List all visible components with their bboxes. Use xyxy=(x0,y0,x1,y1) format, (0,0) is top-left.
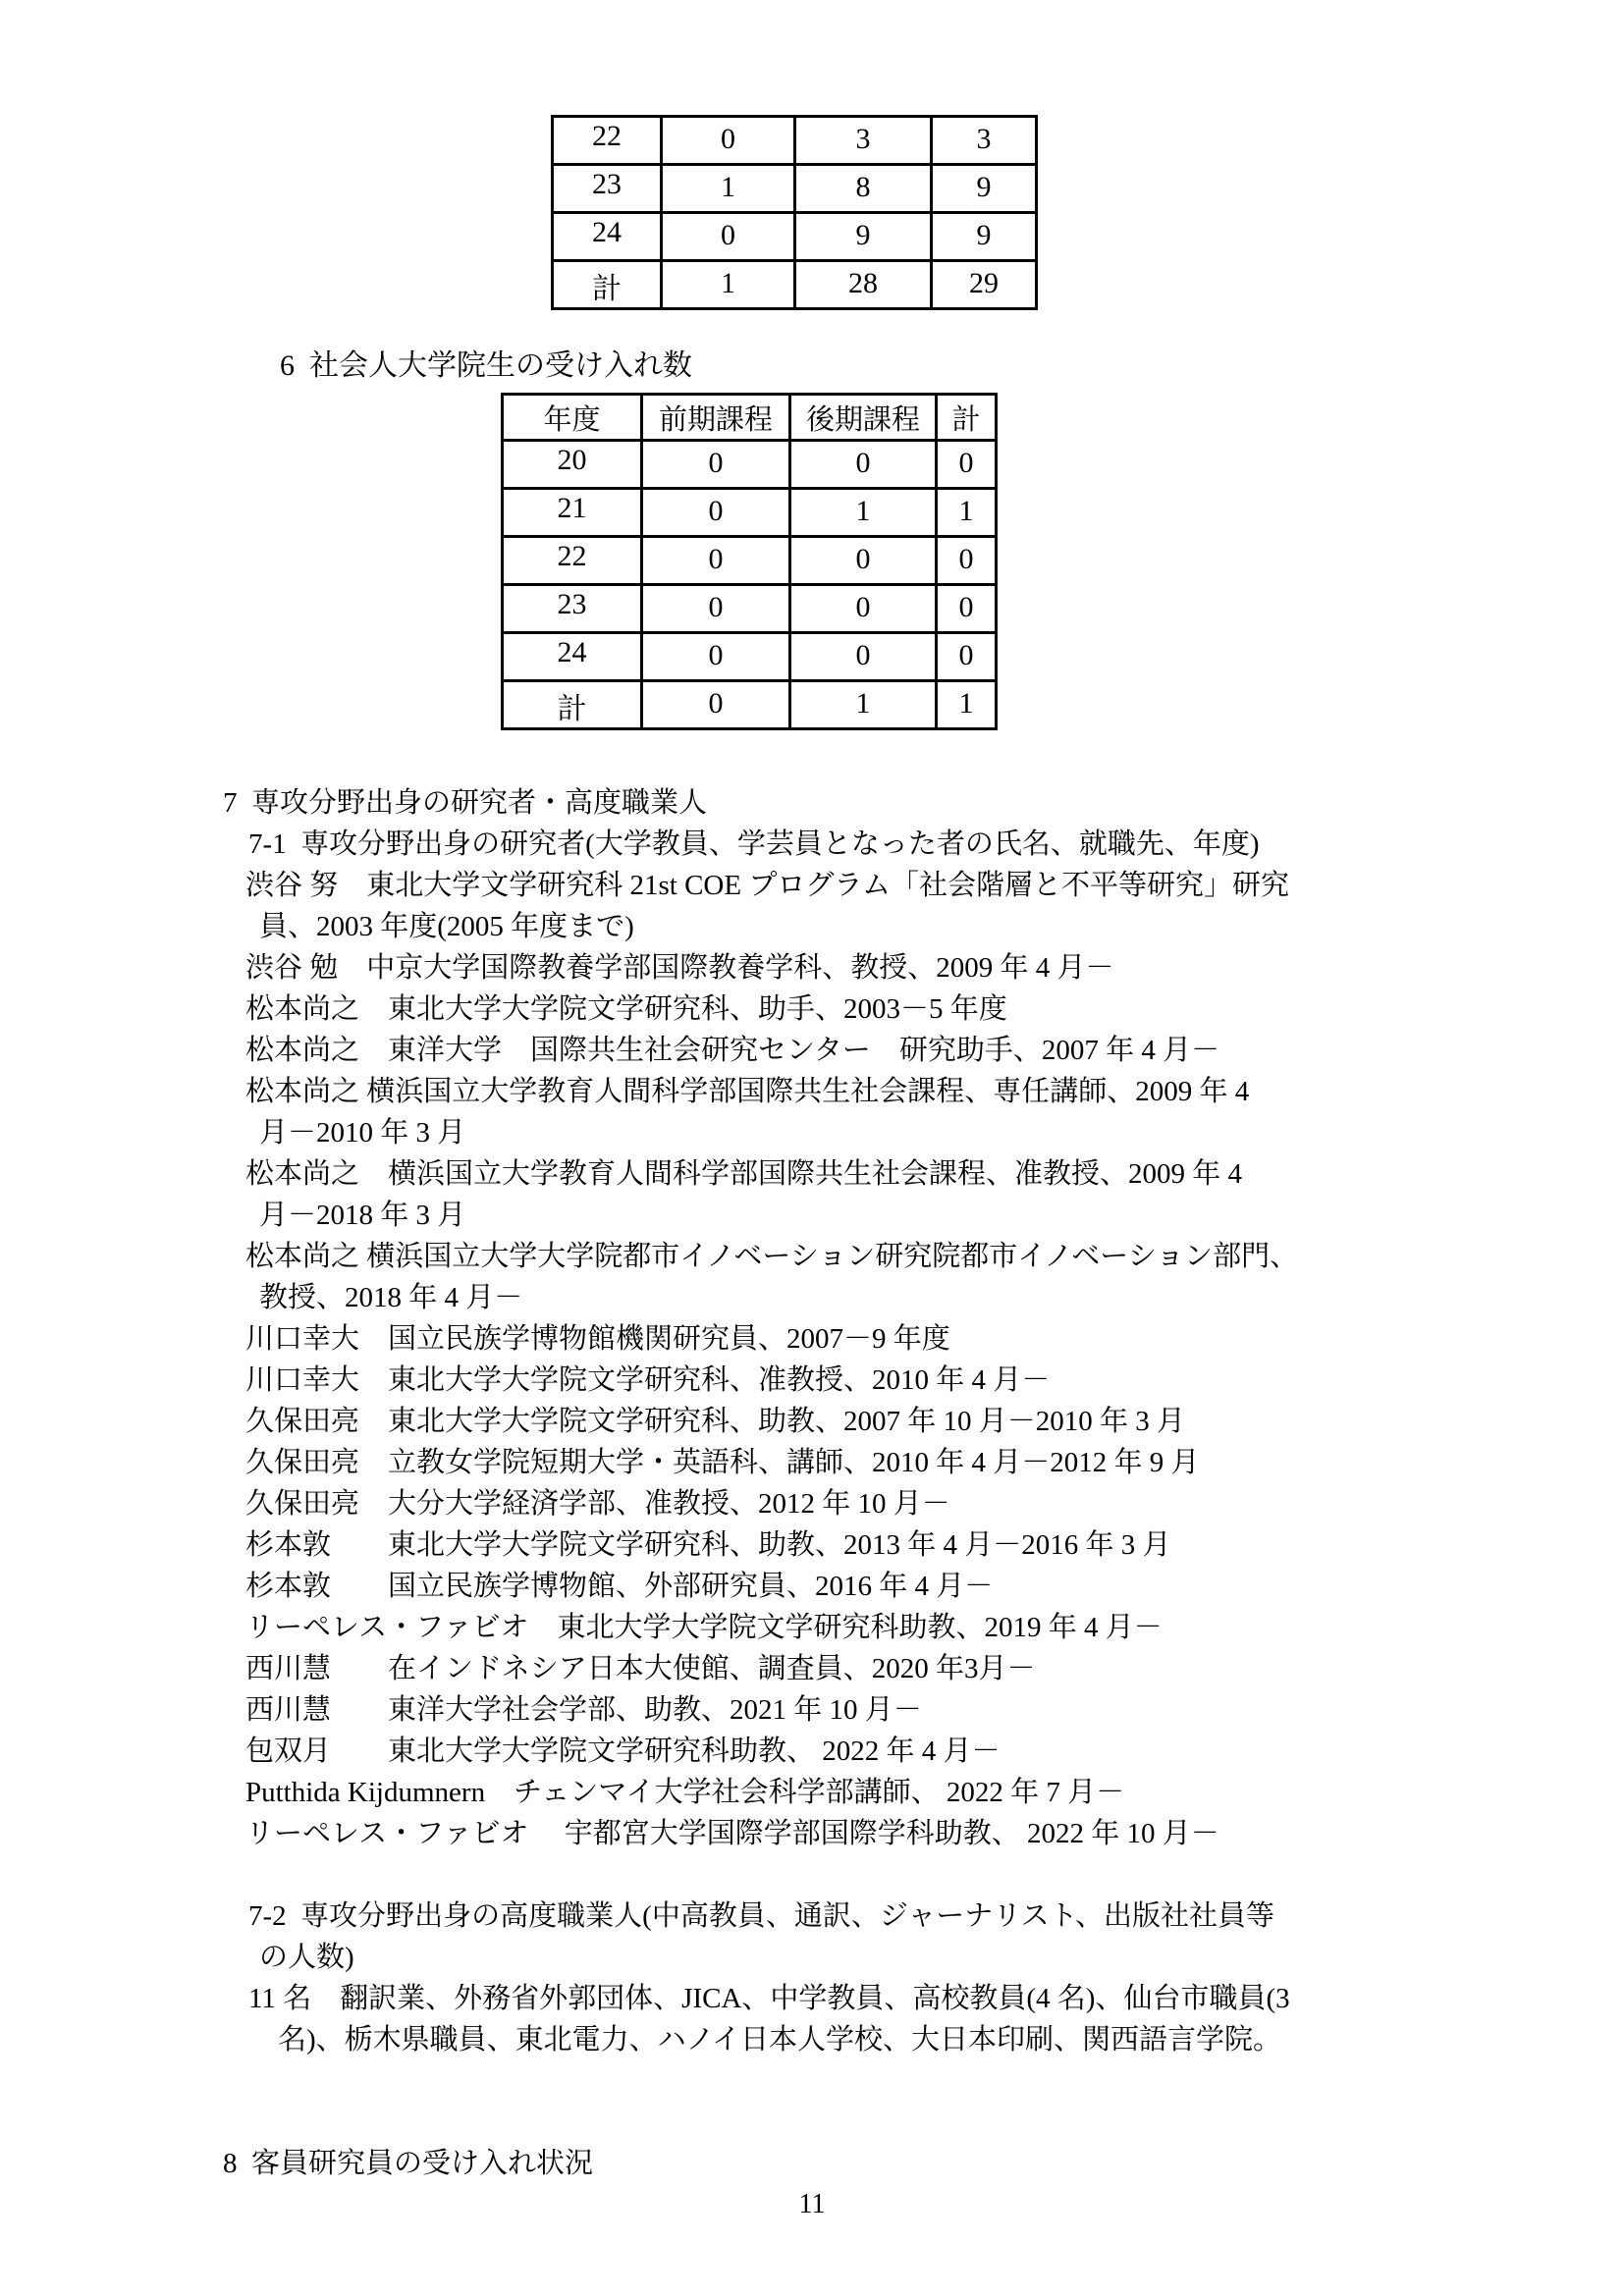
row-label-cell: 24 xyxy=(503,633,642,681)
researcher-line: 包双月 東北大学大学院文学研究科助教、 2022 年 4 月－ xyxy=(245,1735,1001,1767)
value-cell: 0 xyxy=(642,681,790,729)
researcher-line: 松本尚之 横浜国立大学教育人間科学部国際共生社会課程、専任講師、2009 年 4 xyxy=(245,1076,1250,1107)
value-cell: 0 xyxy=(937,585,997,633)
value-cell: 0 xyxy=(642,489,790,537)
researcher-line: 西川慧 在インドネシア日本大使館、調査員、2020 年3月－ xyxy=(245,1653,1036,1684)
row-label-cell: 22 xyxy=(553,117,662,165)
header-row xyxy=(503,395,997,441)
value-cell: 9 xyxy=(795,213,932,261)
working-adult-graduate-intake-table xyxy=(501,393,998,730)
table-row xyxy=(553,213,1037,261)
value-cell: 1 xyxy=(790,489,937,537)
section-7-2-heading: の人数) xyxy=(259,1942,354,1973)
column-header: 後期課程 xyxy=(790,395,937,441)
researcher-line: 久保田亮 立教女学院短期大学・英語科、講師、2010 年 4 月－2012 年 9 月 xyxy=(245,1447,1200,1478)
researcher-line: 松本尚之 東洋大学 国際共生社会研究センター 研究助手、2007 年 4 月－ xyxy=(245,1035,1220,1066)
researcher-line: 松本尚之 横浜国立大学大学院都市イノベーション研究院都市イノベーション部門、 xyxy=(245,1241,1299,1272)
value-cell: 0 xyxy=(662,117,795,165)
intake-count-table-continued xyxy=(551,115,1038,310)
researcher-line: 月－2010 年 3 月 xyxy=(259,1117,466,1148)
table-row xyxy=(503,585,997,633)
row-label-cell: 23 xyxy=(553,165,662,213)
value-cell: 0 xyxy=(642,585,790,633)
value-cell: 1 xyxy=(937,489,997,537)
page-number: 11 xyxy=(798,2189,826,2219)
researcher-line: 渋谷 勉 中京大学国際教養学部国際教養学科、教授、2009 年 4 月－ xyxy=(245,952,1114,984)
row-label-cell: 22 xyxy=(503,537,642,585)
column-header: 計 xyxy=(937,395,997,441)
researcher-line: 渋谷 努 東北大学文学研究科 21st COE プログラム「社会階層と不平等研究」研究 xyxy=(245,870,1290,901)
row-label-cell: 23 xyxy=(503,585,642,633)
row-label-cell: 計 xyxy=(503,681,642,729)
table-row xyxy=(503,633,997,681)
value-cell: 0 xyxy=(937,441,997,489)
row-label-cell: 20 xyxy=(503,441,642,489)
researcher-line: 月－2018 年 3 月 xyxy=(259,1200,466,1231)
professionals-line: 名)、栃木県職員、東北電力、ハノイ日本人学校、大日本印刷、関西語言学院。 xyxy=(278,2024,1282,2056)
researcher-line: 川口幸大 国立民族学博物館機関研究員、2007－9 年度 xyxy=(245,1323,950,1355)
researcher-line: 松本尚之 東北大学大学院文学研究科、助手、2003－5 年度 xyxy=(245,993,1007,1025)
section-7-heading: 7 専攻分野出身の研究者・高度職業人 xyxy=(223,787,708,819)
researcher-line: 員、2003 年度(2005 年度まで) xyxy=(259,911,634,942)
section-7-2-heading: 7-2 専攻分野出身の高度職業人(中高教員、通訳、ジャーナリスト、出版社社員等 xyxy=(248,1900,1275,1932)
researcher-line: 杉本敦 東北大学大学院文学研究科、助教、2013 年 4 月－2016 年 3 月 xyxy=(245,1529,1171,1561)
value-cell: 8 xyxy=(795,165,932,213)
value-cell: 0 xyxy=(642,441,790,489)
researcher-line: 西川慧 東洋大学社会学部、助教、2021 年 10 月－ xyxy=(245,1694,922,1726)
value-cell: 9 xyxy=(932,213,1037,261)
researcher-line: Putthida Kijdumnern チェンマイ大学社会科学部講師、 2022 年 7 月－ xyxy=(245,1777,1125,1808)
researcher-line: 川口幸大 東北大学大学院文学研究科、准教授、2010 年 4 月－ xyxy=(245,1364,1051,1396)
value-cell: 0 xyxy=(790,441,937,489)
table-row xyxy=(553,261,1037,309)
researcher-line: 杉本敦 国立民族学博物館、外部研究員、2016 年 4 月－ xyxy=(245,1571,994,1602)
table-row xyxy=(503,681,997,729)
value-cell: 0 xyxy=(937,537,997,585)
value-cell: 3 xyxy=(795,117,932,165)
table-row xyxy=(553,165,1037,213)
table-row xyxy=(553,117,1037,165)
value-cell: 1 xyxy=(790,681,937,729)
researcher-line: 久保田亮 大分大学経済学部、准教授、2012 年 10 月－ xyxy=(245,1488,950,1520)
researcher-line: リーペレス・ファビオ 東北大学大学院文学研究科助教、2019 年 4 月－ xyxy=(245,1612,1163,1643)
value-cell: 28 xyxy=(795,261,932,309)
table-row xyxy=(503,537,997,585)
researcher-line: 教授、2018 年 4 月－ xyxy=(259,1282,523,1313)
value-cell: 0 xyxy=(790,537,937,585)
column-header: 前期課程 xyxy=(642,395,790,441)
researcher-line: 久保田亮 東北大学大学院文学研究科、助教、2007 年 10 月－2010 年 3 月 xyxy=(245,1406,1186,1437)
value-cell: 0 xyxy=(662,213,795,261)
value-cell: 0 xyxy=(642,537,790,585)
value-cell: 1 xyxy=(937,681,997,729)
value-cell: 0 xyxy=(642,633,790,681)
table-row xyxy=(503,489,997,537)
researcher-line: リーペレス・ファビオ 宇都宮大学国際学部国際学科助教、 2022 年 10 月－ xyxy=(245,1818,1219,1849)
value-cell: 1 xyxy=(662,261,795,309)
row-label-cell: 計 xyxy=(553,261,662,309)
value-cell: 29 xyxy=(932,261,1037,309)
section-7-1-heading: 7-1 専攻分野出身の研究者(大学教員、学芸員となった者の氏名、就職先、年度) xyxy=(248,828,1260,860)
sections-7-8-text xyxy=(0,782,1624,2184)
table-row xyxy=(503,441,997,489)
row-label-cell: 21 xyxy=(503,489,642,537)
value-cell: 9 xyxy=(932,165,1037,213)
section-8-heading: 8 客員研究員の受け入れ状況 xyxy=(223,2148,594,2179)
section-6-heading: 6 社会人大学院生の受け入れ数 xyxy=(280,349,692,382)
value-cell: 1 xyxy=(662,165,795,213)
value-cell: 0 xyxy=(790,633,937,681)
blank-line xyxy=(0,2060,1624,2102)
researcher-line: 松本尚之 横浜国立大学教育人間科学部国際共生社会課程、准教授、2009 年 4 xyxy=(245,1158,1243,1190)
blank-line xyxy=(0,1854,1624,1896)
blank-line xyxy=(0,2102,1624,2143)
professionals-line: 11 名 翻訳業、外務省外郭団体、JICA、中学教員、高校教員(4 名)、仙台市職員(3 xyxy=(248,1983,1290,2014)
column-header: 年度 xyxy=(503,395,642,441)
value-cell: 3 xyxy=(932,117,1037,165)
row-label-cell: 24 xyxy=(553,213,662,261)
value-cell: 0 xyxy=(790,585,937,633)
value-cell: 0 xyxy=(937,633,997,681)
